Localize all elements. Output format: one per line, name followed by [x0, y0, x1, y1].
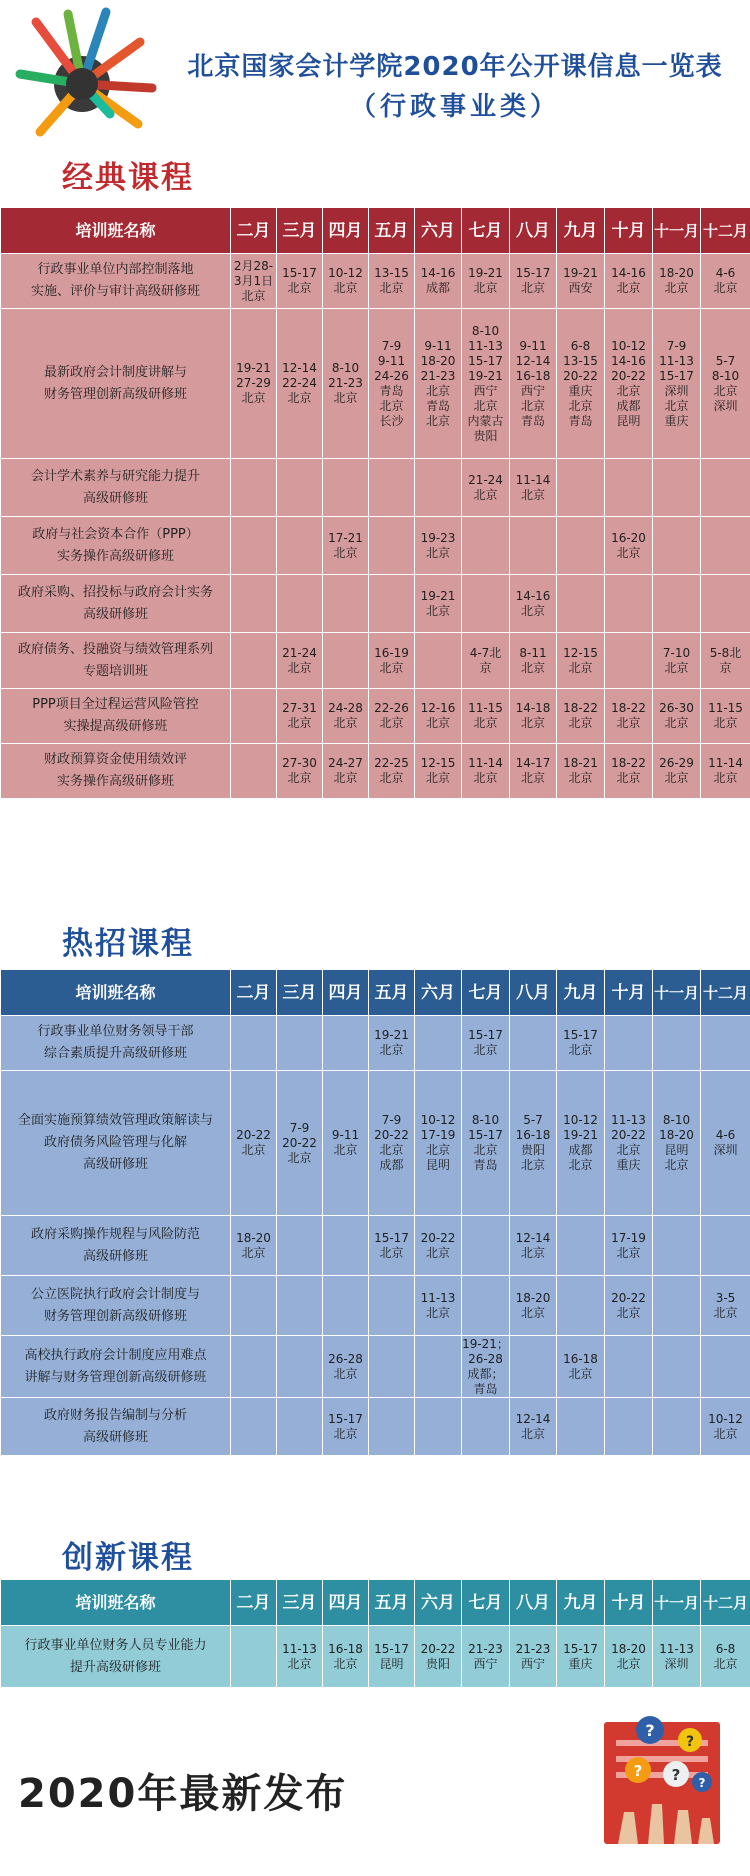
schedule-cell [231, 633, 277, 689]
schedule-cell: 13-15 北京 [369, 254, 415, 309]
schedule-cell: 18-20 北京 [653, 254, 701, 309]
schedule-cell [557, 517, 605, 575]
schedule-cell: 6-8 13-15 20-22 重庆 北京 青岛 [557, 309, 605, 459]
schedule-cell: 18-20 北京 [510, 1276, 557, 1336]
schedule-cell [653, 517, 701, 575]
schedule-cell: 19-21 北京 [462, 254, 510, 309]
month-header: 七月 [462, 970, 510, 1016]
month-header: 二月 [231, 208, 277, 254]
month-header: 十一月 [653, 208, 701, 254]
month-header: 八月 [510, 208, 557, 254]
schedule-cell: 15-17 北京 [462, 1016, 510, 1071]
schedule-cell: 7-9 20-22 北京 成都 [369, 1071, 415, 1216]
schedule-cell: 20-22 北京 [605, 1276, 653, 1336]
course-name: 最新政府会计制度讲解与 财务管理创新高级研修班 [1, 309, 231, 459]
course-name: 行政事业单位内部控制落地 实施、评价与审计高级研修班 [1, 254, 231, 309]
schedule-cell [277, 575, 323, 633]
svg-text:?: ? [633, 1762, 643, 1780]
schedule-cell: 16-18 北京 [557, 1336, 605, 1398]
schedule-cell: 14-16 北京 [510, 575, 557, 633]
schedule-cell [369, 459, 415, 517]
course-name: 政府采购、招投标与政府会计实务 高级研修班 [1, 575, 231, 633]
schedule-cell: 9-11 北京 [323, 1071, 369, 1216]
course-row [1, 1336, 750, 1398]
schedule-cell [701, 517, 750, 575]
month-header: 十月 [605, 970, 653, 1016]
svg-text:?: ? [671, 1766, 681, 1784]
schedule-cell [277, 1398, 323, 1456]
svg-text:?: ? [698, 1776, 706, 1790]
schedule-cell [369, 575, 415, 633]
schedule-cell: 7-9 11-13 15-17 深圳 北京 重庆 [653, 309, 701, 459]
schedule-cell [231, 1336, 277, 1398]
schedule-cell: 5-7 8-10 北京 深圳 [701, 309, 750, 459]
course-name: 高校执行政府会计制度应用难点 讲解与财务管理创新高级研修班 [1, 1336, 231, 1398]
course-row [1, 633, 750, 689]
schedule-cell [462, 575, 510, 633]
course-row [1, 1398, 750, 1456]
schedule-cell: 11-14 北京 [701, 744, 750, 799]
schedule-cell [231, 575, 277, 633]
schedule-cell: 19-23 北京 [415, 517, 462, 575]
course-row [1, 1071, 750, 1216]
schedule-cell: 15-17 北京 [369, 1216, 415, 1276]
schedule-cell: 26-30 北京 [653, 689, 701, 744]
schedule-cell: 5-7 16-18 贵阳 北京 [510, 1071, 557, 1216]
course-row [1, 1216, 750, 1276]
month-header: 三月 [277, 970, 323, 1016]
month-header: 十一月 [653, 970, 701, 1016]
schedule-cell [415, 459, 462, 517]
schedule-cell [323, 459, 369, 517]
schedule-cell: 18-21 北京 [557, 744, 605, 799]
schedule-cell: 21-24 北京 [277, 633, 323, 689]
schedule-cell: 7-9 20-22 北京 [277, 1071, 323, 1216]
month-header: 三月 [277, 208, 323, 254]
schedule-cell: 3-5 北京 [701, 1276, 750, 1336]
schedule-cell [369, 1398, 415, 1456]
schedule-cell: 22-25 北京 [369, 744, 415, 799]
schedule-cell: 17-19 北京 [605, 1216, 653, 1276]
schedule-cell [701, 1016, 750, 1071]
schedule-cell: 8-10 18-20 昆明 北京 [653, 1071, 701, 1216]
schedule-cell: 8-10 15-17 北京 青岛 [462, 1071, 510, 1216]
schedule-cell: 4-6 北京 [701, 254, 750, 309]
schedule-cell: 10-12 17-19 北京 昆明 [415, 1071, 462, 1216]
schedule-cell [462, 1276, 510, 1336]
course-name: 行政事业单位财务人员专业能力 提升高级研修班 [1, 1626, 231, 1688]
month-header: 二月 [231, 1580, 277, 1626]
schedule-cell: 22-26 北京 [369, 689, 415, 744]
course-row [1, 689, 750, 744]
schedule-cell [653, 1276, 701, 1336]
svg-text:?: ? [645, 1721, 655, 1740]
schedule-cell: 8-10 11-13 15-17 19-21 西宁 北京 内蒙古 贵阳 [462, 309, 510, 459]
month-header: 十二月 [701, 208, 750, 254]
schedule-cell: 18-20 北京 [231, 1216, 277, 1276]
schedule-cell [557, 1398, 605, 1456]
schedule-cell: 18-20 北京 [605, 1626, 653, 1688]
schedule-cell [462, 517, 510, 575]
schedule-cell: 4-6 深圳 [701, 1071, 750, 1216]
schedule-cell: 14-17 北京 [510, 744, 557, 799]
schedule-cell: 18-22 北京 [557, 689, 605, 744]
month-header: 十月 [605, 208, 653, 254]
course-row [1, 744, 750, 799]
schedule-cell: 11-15 北京 [701, 689, 750, 744]
schedule-cell: 15-17 北京 [277, 254, 323, 309]
schedule-cell: 21-23 西宁 [462, 1626, 510, 1688]
schedule-cell: 16-18 北京 [323, 1626, 369, 1688]
schedule-cell: 9-11 18-20 21-23 北京 青岛 北京 [415, 309, 462, 459]
month-header: 四月 [323, 970, 369, 1016]
schedule-cell [605, 575, 653, 633]
schedule-cell: 15-17 昆明 [369, 1626, 415, 1688]
schedule-cell [653, 575, 701, 633]
schedule-cell [323, 575, 369, 633]
month-header: 四月 [323, 1580, 369, 1626]
month-header: 十二月 [701, 970, 750, 1016]
schedule-cell: 19-21 西安 [557, 254, 605, 309]
schedule-cell: 17-21 北京 [323, 517, 369, 575]
month-header: 五月 [369, 1580, 415, 1626]
schedule-cell [323, 1216, 369, 1276]
name-column-header: 培训班名称 [1, 208, 231, 254]
schedule-cell [510, 1016, 557, 1071]
schedule-cell: 8-10 21-23 北京 [323, 309, 369, 459]
month-header: 八月 [510, 1580, 557, 1626]
month-header: 二月 [231, 970, 277, 1016]
schedule-cell: 12-14 22-24 北京 [277, 309, 323, 459]
schedule-cell [415, 1398, 462, 1456]
schedule-cell: 10-12 14-16 20-22 北京 成都 昆明 [605, 309, 653, 459]
schedule-cell: 7-10 北京 [653, 633, 701, 689]
course-row [1, 1626, 750, 1688]
schedule-cell [369, 1276, 415, 1336]
schedule-cell [231, 689, 277, 744]
schedule-cell: 12-14 北京 [510, 1398, 557, 1456]
month-header: 八月 [510, 970, 557, 1016]
schedule-cell [462, 1216, 510, 1276]
course-name: 公立医院执行政府会计制度与 财务管理创新高级研修班 [1, 1276, 231, 1336]
schedule-cell: 9-11 12-14 16-18 西宁 北京 青岛 [510, 309, 557, 459]
schedule-cell [701, 575, 750, 633]
schedule-cell: 4-7北 京 [462, 633, 510, 689]
schedule-cell [701, 459, 750, 517]
schedule-cell [557, 1216, 605, 1276]
schedule-cell: 19-21； 26-28 成都； 青岛 [462, 1336, 509, 1396]
schedule-cell: 20-22 贵阳 [415, 1626, 462, 1688]
month-header: 三月 [277, 1580, 323, 1626]
month-header: 七月 [462, 1580, 510, 1626]
schedule-cell [277, 459, 323, 517]
schedule-cell [277, 1336, 323, 1398]
schedule-cell: 20-22 北京 [231, 1071, 277, 1216]
schedule-cell [653, 1398, 701, 1456]
schedule-cell [231, 1016, 277, 1071]
schedule-cell [605, 633, 653, 689]
month-header: 十二月 [701, 1580, 750, 1626]
course-row [1, 254, 750, 309]
schedule-cell: 6-8 北京 [701, 1626, 750, 1688]
schedule-cell: 19-21 北京 [415, 575, 462, 633]
schedule-cell [323, 633, 369, 689]
schedule-cell [369, 517, 415, 575]
schedule-cell [323, 1276, 369, 1336]
course-name: 政府财务报告编制与分析 高级研修班 [1, 1398, 231, 1456]
schedule-cell [277, 1276, 323, 1336]
schedule-cell [557, 1276, 605, 1336]
schedule-cell: 12-14 北京 [510, 1216, 557, 1276]
schedule-cell [415, 1016, 462, 1071]
course-row [1, 459, 750, 517]
course-row [1, 1016, 750, 1071]
schedule-cell [231, 1276, 277, 1336]
schedule-cell: 26-29 北京 [653, 744, 701, 799]
schedule-cell: 12-16 北京 [415, 689, 462, 744]
month-header: 七月 [462, 208, 510, 254]
schedule-cell [653, 1336, 701, 1398]
month-header: 四月 [323, 208, 369, 254]
page-subtitle: （行政事业类） [349, 92, 560, 122]
schedule-cell [653, 1016, 701, 1071]
schedule-cell [415, 633, 462, 689]
course-name: 行政事业单位财务领导干部 综合素质提升高级研修班 [1, 1016, 231, 1071]
schedule-cell: 16-19 北京 [369, 633, 415, 689]
schedule-cell: 15-17 北京 [323, 1398, 369, 1456]
schedule-cell [277, 1016, 323, 1071]
course-row [1, 575, 750, 633]
course-name: 政府采购操作规程与风险防范 高级研修班 [1, 1216, 231, 1276]
schedule-cell: 16-20 北京 [605, 517, 653, 575]
release-banner: 2020年最新发布 [18, 1771, 348, 1817]
course-name: PPP项目全过程运营风险管控 实操提高级研修班 [1, 689, 231, 744]
schedule-cell [653, 459, 701, 517]
classic-course-table [0, 207, 750, 799]
schedule-cell [605, 1336, 653, 1398]
section-title-classic: 经典课程 [62, 160, 194, 196]
schedule-cell [323, 1016, 369, 1071]
schedule-cell: 11-13 20-22 北京 重庆 [605, 1071, 653, 1216]
course-name: 全面实施预算绩效管理政策解读与 政府债务风险管理与化解 高级研修班 [1, 1071, 231, 1216]
schedule-cell: 7-9 9-11 24-26 青岛 北京 长沙 [369, 309, 415, 459]
schedule-cell: 21-23 西宁 [510, 1626, 557, 1688]
schedule-cell [701, 1336, 750, 1398]
question-chat-icon [598, 1700, 728, 1850]
schedule-cell: 19-21 27-29 北京 [231, 309, 277, 459]
schedule-cell: 20-22 北京 [415, 1216, 462, 1276]
month-header: 九月 [557, 1580, 605, 1626]
course-row [1, 1276, 750, 1336]
schedule-cell: 18-22 北京 [605, 689, 653, 744]
schedule-cell: 10-12 北京 [701, 1398, 750, 1456]
schedule-cell [277, 517, 323, 575]
schedule-cell: 10-12 北京 [323, 254, 369, 309]
schedule-cell: 15-17 北京 [557, 1016, 605, 1071]
schedule-cell: 10-12 19-21 成都 北京 [557, 1071, 605, 1216]
schedule-cell: 19-21 北京 [369, 1016, 415, 1071]
month-header: 九月 [557, 208, 605, 254]
course-name: 政府与社会资本合作（PPP） 实务操作高级研修班 [1, 517, 231, 575]
schedule-cell [231, 459, 277, 517]
schedule-cell [510, 517, 557, 575]
schedule-cell [231, 1626, 277, 1688]
schedule-cell: 14-18 北京 [510, 689, 557, 744]
schedule-cell: 5-8北 京 [701, 633, 750, 689]
month-header: 十月 [605, 1580, 653, 1626]
schedule-cell: 11-14 北京 [462, 744, 510, 799]
schedule-cell [510, 1336, 557, 1398]
schedule-cell [605, 1398, 653, 1456]
schedule-cell: 21-24 北京 [462, 459, 510, 517]
name-column-header: 培训班名称 [1, 1580, 231, 1626]
month-header: 九月 [557, 970, 605, 1016]
schedule-cell: 11-13 北京 [415, 1276, 462, 1336]
schedule-cell: 14-16 北京 [605, 254, 653, 309]
course-row [1, 517, 750, 575]
schedule-cell [415, 1336, 462, 1398]
page-title: 北京国家会计学院2020年公开课信息一览表 [187, 52, 723, 82]
schedule-cell: 11-13 深圳 [653, 1626, 701, 1688]
schedule-cell [605, 1016, 653, 1071]
schedule-cell: 27-31 北京 [277, 689, 323, 744]
month-header: 六月 [415, 970, 462, 1016]
schedule-cell [701, 1216, 750, 1276]
schedule-cell: 2月28- 3月1日 北京 [231, 254, 277, 309]
month-header: 六月 [415, 208, 462, 254]
course-name: 财政预算资金使用绩效评 实务操作高级研修班 [1, 744, 231, 799]
schedule-cell [369, 1336, 415, 1398]
month-header: 五月 [369, 970, 415, 1016]
hot-course-table [0, 969, 750, 1456]
schedule-cell: 11-13 北京 [277, 1626, 323, 1688]
svg-text:?: ? [685, 1734, 695, 1750]
schedule-cell [231, 1398, 277, 1456]
schedule-cell [557, 575, 605, 633]
schedule-cell: 11-14 北京 [510, 459, 557, 517]
month-header: 六月 [415, 1580, 462, 1626]
month-header: 五月 [369, 208, 415, 254]
name-column-header: 培训班名称 [1, 970, 231, 1016]
section-title-hot: 热招课程 [62, 926, 194, 962]
schedule-cell [653, 1216, 701, 1276]
schedule-cell [231, 517, 277, 575]
schedule-cell: 27-30 北京 [277, 744, 323, 799]
pencils-logo-icon [10, 4, 160, 154]
schedule-cell: 15-17 北京 [510, 254, 557, 309]
schedule-cell [605, 459, 653, 517]
schedule-cell [462, 1398, 510, 1456]
course-name: 政府债务、投融资与绩效管理系列 专题培训班 [1, 633, 231, 689]
schedule-cell: 24-27 北京 [323, 744, 369, 799]
month-header: 十一月 [653, 1580, 701, 1626]
schedule-cell: 26-28 北京 [323, 1336, 369, 1398]
schedule-cell: 12-15 北京 [557, 633, 605, 689]
course-row [1, 309, 750, 459]
schedule-cell: 8-11 北京 [510, 633, 557, 689]
schedule-cell: 24-28 北京 [323, 689, 369, 744]
innovation-course-table [0, 1579, 750, 1688]
schedule-cell [557, 459, 605, 517]
schedule-cell: 11-15 北京 [462, 689, 510, 744]
course-name: 会计学术素养与研究能力提升 高级研修班 [1, 459, 231, 517]
schedule-cell [277, 1216, 323, 1276]
schedule-cell: 14-16 成都 [415, 254, 462, 309]
schedule-cell: 12-15 北京 [415, 744, 462, 799]
schedule-cell [231, 744, 277, 799]
schedule-cell: 15-17 重庆 [557, 1626, 605, 1688]
schedule-cell: 18-22 北京 [605, 744, 653, 799]
section-title-innovation: 创新课程 [62, 1540, 194, 1576]
